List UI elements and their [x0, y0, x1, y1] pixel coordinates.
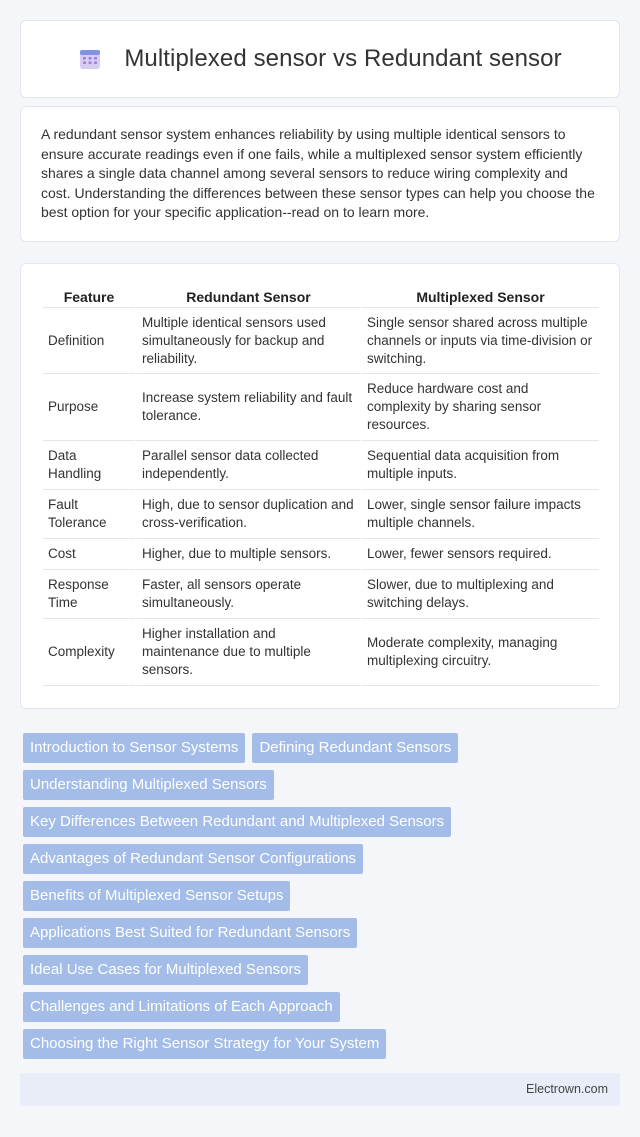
topic-link[interactable]: Introduction to Sensor Systems — [23, 733, 245, 763]
link-row — [23, 918, 623, 948]
column-header-redundant: Redundant Sensor — [135, 286, 360, 308]
feature-cell: Data Handling — [43, 441, 135, 490]
feature-cell: Fault Tolerance — [43, 490, 135, 539]
topic-links — [23, 733, 623, 1066]
page-title: Multiplexed sensor vs Redundant sensor — [124, 45, 562, 72]
table-row — [43, 441, 599, 490]
multiplexed-cell: Slower, due to multiplexing and switching delays. — [360, 570, 599, 619]
footer-site-name[interactable]: Electrown.com — [526, 1082, 608, 1096]
table-header-row — [43, 286, 599, 308]
calendar-grid-icon — [78, 47, 102, 71]
link-row — [23, 807, 623, 837]
feature-cell: Definition — [43, 308, 135, 374]
multiplexed-cell: Single sensor shared across multiple channels or inputs via time-division or switching. — [360, 308, 599, 374]
redundant-cell: Faster, all sensors operate simultaneously. — [135, 570, 360, 619]
column-header-multiplexed: Multiplexed Sensor — [360, 286, 599, 308]
column-header-feature: Feature — [43, 286, 135, 308]
redundant-cell: Higher, due to multiple sensors. — [135, 539, 360, 570]
topic-link[interactable]: Challenges and Limitations of Each Approach — [23, 992, 340, 1022]
feature-cell: Cost — [43, 539, 135, 570]
footer — [20, 1073, 620, 1106]
link-row — [23, 844, 623, 874]
table-row — [43, 539, 599, 570]
redundant-cell: High, due to sensor duplication and cross-verification. — [135, 490, 360, 539]
link-row — [23, 770, 623, 800]
topic-link[interactable]: Applications Best Suited for Redundant Sensors — [23, 918, 357, 948]
table-row — [43, 619, 599, 686]
redundant-cell: Multiple identical sensors used simultaneously for backup and reliability. — [135, 308, 360, 374]
link-row — [23, 881, 623, 911]
topic-link[interactable]: Advantages of Redundant Sensor Configurations — [23, 844, 363, 874]
table-row — [43, 308, 599, 374]
multiplexed-cell: Lower, single sensor failure impacts multiple channels. — [360, 490, 599, 539]
header-card — [20, 20, 620, 98]
table-row — [43, 374, 599, 441]
intro-text: A redundant sensor system enhances reliability by using multiple identical sensors to ensure accurate readings even if one fails, while a multiplexed sensor system efficiently shares a single data channel among several sensors to reduce wiring complexity and cost. Understanding the differences between these sensor types can help you choose the best option for your specific application--read on to learn more. — [41, 126, 595, 220]
multiplexed-cell: Sequential data acquisition from multiple inputs. — [360, 441, 599, 490]
multiplexed-cell: Moderate complexity, managing multiplexing circuitry. — [360, 619, 599, 686]
feature-cell: Purpose — [43, 374, 135, 441]
redundant-cell: Increase system reliability and fault tolerance. — [135, 374, 360, 441]
topic-link[interactable]: Benefits of Multiplexed Sensor Setups — [23, 881, 290, 911]
link-row — [23, 733, 623, 763]
table-row — [43, 490, 599, 539]
topic-link[interactable]: Defining Redundant Sensors — [252, 733, 458, 763]
link-row — [23, 955, 623, 985]
intro-card — [20, 106, 620, 242]
multiplexed-cell: Reduce hardware cost and complexity by sharing sensor resources. — [360, 374, 599, 441]
comparison-table — [43, 286, 599, 686]
topic-link[interactable]: Key Differences Between Redundant and Multiplexed Sensors — [23, 807, 451, 837]
feature-cell: Response Time — [43, 570, 135, 619]
topic-link[interactable]: Ideal Use Cases for Multiplexed Sensors — [23, 955, 308, 985]
redundant-cell: Parallel sensor data collected independently. — [135, 441, 360, 490]
link-row — [23, 992, 623, 1022]
table-row — [43, 570, 599, 619]
feature-cell: Complexity — [43, 619, 135, 686]
multiplexed-cell: Lower, fewer sensors required. — [360, 539, 599, 570]
topic-link[interactable]: Choosing the Right Sensor Strategy for Your System — [23, 1029, 386, 1059]
topic-link[interactable]: Understanding Multiplexed Sensors — [23, 770, 274, 800]
comparison-table-card — [20, 263, 620, 709]
link-row — [23, 1029, 623, 1059]
redundant-cell: Higher installation and maintenance due to multiple sensors. — [135, 619, 360, 686]
